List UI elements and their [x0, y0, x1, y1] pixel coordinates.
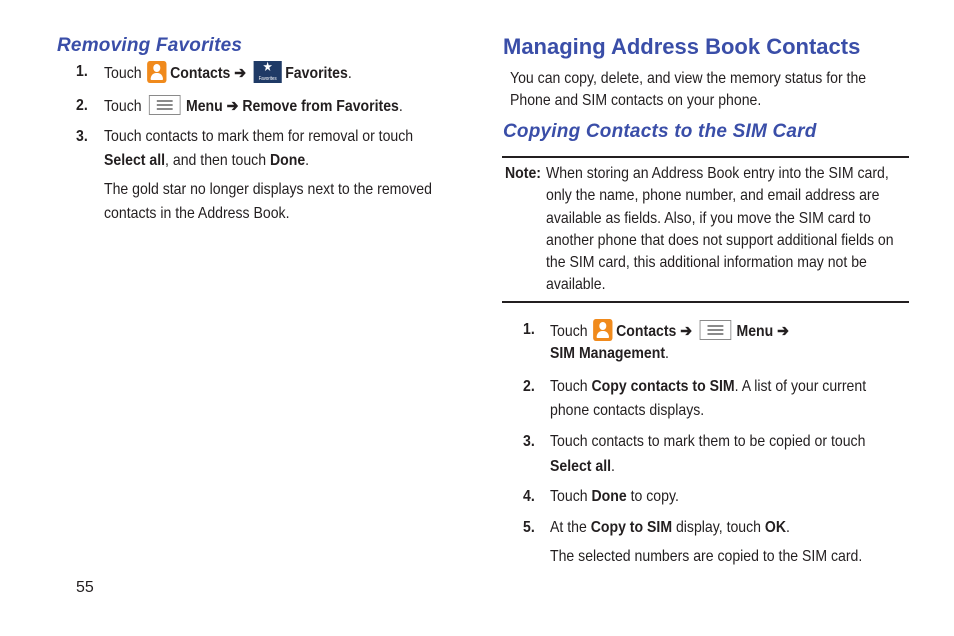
arrow-icon: ➔: [226, 98, 239, 115]
done-label: Done: [269, 152, 306, 169]
arrow-icon: ➔: [777, 323, 789, 340]
right-step-3-line1: Touch contacts to mark them to be copied or touch: [550, 433, 866, 450]
left-step-3-line2: [104, 150, 309, 172]
menu-label: Menu: [185, 98, 223, 115]
step-text: Touch: [104, 98, 142, 115]
contacts-label: Contacts: [616, 323, 677, 340]
note-line-2: only the name, phone number, and email address are: [546, 187, 880, 204]
step-text: to copy.: [626, 488, 679, 505]
right-step-3-line2: [550, 456, 615, 478]
arrow-icon: ➔: [234, 65, 247, 82]
right-step-5: [550, 517, 790, 539]
copy-to-sim-label: Copy to SIM: [590, 519, 673, 536]
contacts-app-icon: [593, 319, 612, 341]
sim-management-label: SIM Management: [550, 345, 666, 362]
menu-label: Menu: [736, 323, 774, 340]
copy-contacts-label: Copy contacts to SIM: [591, 378, 735, 395]
note-top-rule: [502, 156, 909, 158]
arrow-icon: ➔: [680, 323, 693, 340]
step-text: Touch: [104, 65, 142, 82]
left-step-2-number: 2.: [76, 97, 88, 114]
right-step-2-line2: phone contacts displays.: [550, 402, 705, 419]
left-step-3-line1: Touch contacts to mark them for removal or touch: [104, 128, 414, 145]
favorites-icon-label: Favorites: [258, 76, 277, 82]
managing-contacts-heading: Managing Address Book Contacts: [503, 34, 861, 59]
note-bottom-rule: [502, 301, 909, 303]
right-step-4: [550, 486, 679, 508]
note-label: Note:: [505, 165, 541, 182]
step-text: At the: [550, 519, 591, 536]
ok-label: OK: [764, 519, 787, 536]
contacts-app-icon: [147, 61, 166, 83]
step-text: Touch: [550, 323, 588, 340]
copying-contacts-heading: Copying Contacts to the SIM Card: [503, 121, 817, 142]
punct: .: [347, 65, 352, 82]
step-text: . A list of your current: [734, 378, 867, 395]
removing-favorites-heading: Removing Favorites: [57, 35, 243, 56]
step-text: , and then touch: [165, 152, 270, 169]
left-step-1: [104, 61, 352, 85]
remove-from-favorites-label: Remove from Favorites: [242, 98, 399, 115]
menu-icon: [700, 320, 732, 340]
punct: .: [398, 98, 403, 115]
left-note-line2: contacts in the Address Book.: [104, 205, 290, 222]
right-step-1-number: 1.: [523, 321, 535, 338]
left-step-3-number: 3.: [76, 128, 88, 145]
note-line-1: When storing an Address Book entry into the SIM card,: [546, 165, 889, 182]
contacts-label: Contacts: [170, 65, 231, 82]
note-line-4: another phone that does not support additional fields on: [546, 232, 894, 249]
left-note-line1: The gold star no longer displays next to the removed: [104, 181, 432, 198]
punct: .: [665, 345, 669, 362]
result-text: The selected numbers are copied to the SIM card.: [550, 548, 863, 565]
right-step-1-line1: [550, 319, 789, 343]
right-step-2-line1: [550, 376, 866, 398]
select-all-label: Select all: [104, 152, 166, 169]
right-step-3-number: 3.: [523, 433, 535, 450]
punct: .: [611, 458, 615, 475]
right-step-4-number: 4.: [523, 488, 535, 505]
favorites-label: Favorites: [285, 65, 348, 82]
left-step-2: [104, 95, 403, 118]
done-label: Done: [591, 488, 627, 505]
right-step-1-line2: [550, 343, 669, 365]
right-step-5-number: 5.: [523, 519, 535, 536]
favorites-star-icon: ★ Favorites: [254, 61, 282, 83]
right-step-2-number: 2.: [523, 378, 535, 395]
intro-line2: Phone and SIM contacts on your phone.: [510, 92, 762, 109]
punct: .: [305, 152, 310, 169]
note-line-6: available.: [546, 276, 606, 293]
left-step-1-number: 1.: [76, 63, 88, 80]
menu-icon: [149, 95, 181, 115]
note-line-5: the SIM card, this additional information may not be: [546, 254, 867, 271]
step-text: Touch: [550, 378, 592, 395]
intro-line1: You can copy, delete, and view the memory status for the: [510, 70, 867, 87]
select-all-label: Select all: [550, 458, 612, 475]
step-text: Touch: [550, 488, 592, 505]
punct: .: [786, 519, 790, 536]
note-line-3: available as fields. Also, if you move the SIM card to: [546, 210, 871, 227]
page-number: 55: [76, 579, 94, 596]
step-text: display, touch: [672, 519, 765, 536]
